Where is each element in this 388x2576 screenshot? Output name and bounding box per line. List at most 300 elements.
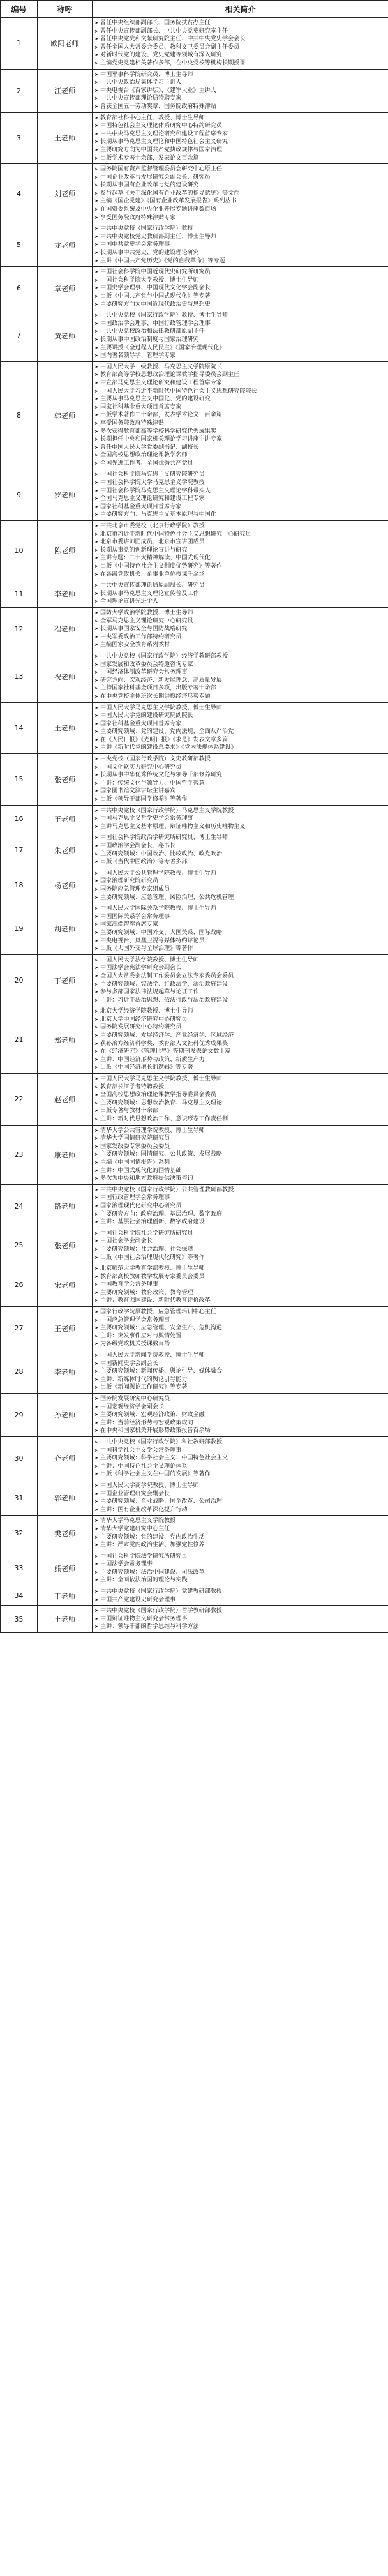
expert-bio	[93, 832, 388, 868]
expert-bio	[93, 1074, 388, 1126]
expert-bio	[93, 1228, 388, 1263]
row-number: 1	[1, 18, 38, 70]
bio-bullet-item: ➤ 清华大学党建研究中心主任	[95, 1525, 385, 1533]
bio-bullet-item: ➤ 主讲：中国式现代化的国情基础	[95, 1167, 385, 1175]
expert-name: 陈老师	[38, 521, 93, 580]
bio-bullet-item: ➤ 在《经济研究》《管理世界》等期刊发表论文数十篇	[95, 1048, 385, 1056]
table-row	[1, 164, 388, 223]
bio-bullet-item: ➤ 北京师范大学教育学部教授、博士生导师	[95, 1265, 385, 1273]
table-row	[1, 1436, 388, 1480]
expert-bio	[93, 805, 388, 832]
bio-bullet-item: ➤ 中国史学会理事、中国现代文化学会副会长	[95, 284, 385, 292]
bio-bullet-item: ➤ 中国经济体制改革研究会常务理事	[95, 668, 385, 677]
bio-bullet-item: ➤ 主要从事马克思主义中国化、党的建设研究	[95, 395, 385, 403]
bio-bullet-item: ➤ 国家高端智库首席专家	[95, 921, 385, 929]
table-row	[1, 1263, 388, 1307]
bio-bullet-item: ➤ 出版《中国经济增长的逻辑》等专著	[95, 1064, 385, 1072]
bio-bullet-item: ➤ 获孙冶方经济科学奖、教育部人文社科优秀成果奖	[95, 1040, 385, 1048]
bio-bullet-item: ➤ 曾获全国五一劳动奖章、国务院政府特殊津贴	[95, 103, 385, 111]
expert-name: 孙老师	[38, 1394, 93, 1437]
bio-bullet-item: ➤ 中国社会科学院法学研究所研究员	[95, 1553, 385, 1561]
bio-bullet-item: ➤ 主要研究领域：宪法学、行政法学、法治政府建设	[95, 981, 385, 989]
row-number: 3	[1, 112, 38, 164]
bio-bullet-item: ➤ 主要研究方向为中国共产党执政规律与国家治理	[95, 146, 385, 154]
row-number: 30	[1, 1436, 38, 1480]
bio-bullet-item: ➤ 中国国际关系学会常务理事	[95, 913, 385, 921]
bio-bullet-item: ➤ 主要研究领域：应急管理、安全生产、危机沟通	[95, 1324, 385, 1332]
bio-bullet-item: ➤ 中共中央宣传部理论局特聘专家	[95, 94, 385, 103]
bio-bullet-item: ➤ 中共中央党校（国家行政学院）哲学教研部教授	[95, 1607, 385, 1615]
expert-name: 祝老师	[38, 651, 93, 702]
bio-bullet-item: ➤ 北京市委讲师团成员、北京市宣讲团成员	[95, 538, 385, 546]
bio-bullet-item: ➤ 中共中央宣传部理论局原副局长、研究员	[95, 582, 385, 590]
row-number: 14	[1, 702, 38, 754]
expert-name: 龙老师	[38, 223, 93, 267]
bio-bullet-item: ➤ 享受国务院政府特殊津贴	[95, 419, 385, 428]
row-number: 34	[1, 1586, 38, 1606]
row-number: 25	[1, 1228, 38, 1263]
row-number: 8	[1, 361, 38, 469]
bio-bullet-item: ➤ 主讲：习近平法治思想、依法行政与法治政府建设	[95, 997, 385, 1005]
row-number: 22	[1, 1074, 38, 1126]
bio-bullet-item: ➤ 曾任全国人大常委会委员、教科文卫委员会副主任委员	[95, 43, 385, 52]
bio-bullet-item: ➤ 中共中央党校（国家行政学院）党建教研部教授	[95, 1588, 385, 1596]
bio-bullet-item: ➤ 中国行政管理学会常务理事	[95, 1194, 385, 1202]
bio-bullet-item: ➤ 中国社会科学院大学教授、博士生导师	[95, 276, 385, 285]
bio-bullet-item: ➤ 出版《中国共产党与中国式现代化》等专著	[95, 292, 385, 301]
expert-bio	[93, 1516, 388, 1551]
expert-bio	[93, 112, 388, 164]
bio-bullet-item: ➤ 主讲：当前经济形势与宏观政策取向	[95, 1419, 385, 1427]
expert-name: 郑老师	[38, 1006, 93, 1074]
row-number: 33	[1, 1551, 38, 1586]
bio-bullet-item: ➤ 主讲专题：二十大精神解读、中国式现代化	[95, 554, 385, 562]
bio-bullet-item: ➤ 中国中共党史学会常务理事	[95, 241, 385, 249]
bio-bullet-item: ➤ 主要研究领域：国情研究、公共政策、发展战略	[95, 1150, 385, 1159]
row-number: 21	[1, 1006, 38, 1074]
bio-bullet-item: ➤ 中国政治学会副会长、秘书长	[95, 842, 385, 850]
bio-bullet-item: ➤ 主讲：全面依法治国的理论与实践	[95, 1576, 385, 1585]
expert-name: 丁老师	[38, 954, 93, 1006]
bio-bullet-item: ➤ 主讲：严肃党内政治生活、加强党性修养	[95, 1541, 385, 1549]
expert-name: 王老师	[38, 702, 93, 754]
table-row	[1, 1125, 388, 1184]
bio-bullet-item: ➤ 中国应急管理学会常务理事	[95, 1316, 385, 1325]
bio-bullet-item: ➤ 主讲：新时代思想政治工作、意识形态工作责任制	[95, 1115, 385, 1124]
bio-bullet-item: ➤ 中国人民大学马克思主义学院教授、博士生导师	[95, 704, 385, 712]
bio-bullet-item: ➤ 全国先进工作者、全国优秀共产党员	[95, 460, 385, 468]
expert-name: 欧阳老师	[38, 18, 93, 70]
bio-bullet-item: ➤ 清华大学国情研究院研究员	[95, 1134, 385, 1143]
row-number: 31	[1, 1480, 38, 1515]
bio-bullet-item: ➤ 中央党校（国家行政学院）文史教研部教授	[95, 755, 385, 764]
expert-bio	[93, 1394, 388, 1437]
row-number: 4	[1, 164, 38, 223]
bio-bullet-item: ➤ 中国法学会常务理事	[95, 1560, 385, 1569]
row-number: 32	[1, 1516, 38, 1551]
table-row	[1, 954, 388, 1006]
table-row	[1, 310, 388, 362]
bio-bullet-item: ➤ 出版《中国特色社会主义制度优势研究》等著作	[95, 562, 385, 571]
bio-bullet-item: ➤ 在《人民日报》《光明日报》《求是》发表文章多篇	[95, 736, 385, 744]
bio-bullet-item: ➤ 中共中央党校（国家行政学院）公共管理教研部教授	[95, 1186, 385, 1194]
table-row	[1, 1586, 388, 1606]
bio-bullet-item: ➤ 中国科学社会主义学会常务理事	[95, 1447, 385, 1455]
bio-bullet-item: ➤ 在国资委系统及中央企业开展专题讲座数百场	[95, 206, 385, 214]
expert-name: 康老师	[38, 1125, 93, 1184]
row-number: 16	[1, 805, 38, 832]
row-number: 26	[1, 1263, 38, 1307]
bio-bullet-item: ➤ 多次获得教育部高等学校科学研究优秀成果奖	[95, 428, 385, 436]
expert-bio	[93, 469, 388, 521]
bio-bullet-item: ➤ 主要研究方向：马克思主义基本原理与中国化	[95, 511, 385, 519]
row-number: 28	[1, 1350, 38, 1394]
expert-name: 王老师	[38, 112, 93, 164]
bio-bullet-item: ➤ 对新时代党的建设、党史党建等领域有深入研究	[95, 51, 385, 59]
table-row	[1, 1184, 388, 1228]
expert-bio	[93, 69, 388, 112]
bio-bullet-item: ➤ 参与起草《关于深化国有企业改革的指导意见》等文件	[95, 190, 385, 198]
bio-bullet-item: ➤ 全国马克思主义理论研究和建设工程专家	[95, 495, 385, 503]
bio-bullet-item: ➤ 中国人民大学新闻学院教授、博士生导师	[95, 1352, 385, 1360]
bio-bullet-item: ➤ 长期从事马克思主义理论和中国特色社会主义研究	[95, 138, 385, 146]
bio-bullet-item: ➤ 中国法学会宪法学研究会副会长	[95, 964, 385, 972]
bio-bullet-item: ➤ 中国社会科学院社会学研究所研究员	[95, 1230, 385, 1238]
table-row	[1, 1228, 388, 1263]
expert-bio	[93, 223, 388, 267]
table-row	[1, 580, 388, 608]
expert-name: 张老师	[38, 754, 93, 806]
bio-bullet-item: ➤ 国家社科基金重大项目首席专家	[95, 720, 385, 728]
expert-name: 朱老师	[38, 832, 93, 868]
bio-bullet-item: ➤ 主要研究领域：宏观经济政策、财政金融	[95, 1411, 385, 1419]
bio-bullet-item: ➤ 中国人民大学公共管理学院教授、博士生导师	[95, 870, 385, 878]
bio-bullet-item: ➤ 中国人民大学党的建设研究院副院长	[95, 712, 385, 720]
bio-bullet-item: ➤ 中国社会科学院中国近现代史研究所研究员	[95, 268, 385, 276]
bio-bullet-item: ➤ 曾任中国人民大学党委副书记、副校长	[95, 444, 385, 452]
table-row	[1, 18, 388, 70]
bio-bullet-item: ➤ 中共中央党校（国家行政学院）科社教研部教授	[95, 1438, 385, 1447]
row-number: 10	[1, 521, 38, 580]
table-row	[1, 112, 388, 164]
bio-bullet-item: ➤ 中共中央政治局集体学习主讲人	[95, 79, 385, 87]
bio-bullet-item: ➤ 出版学术著作二十余部，发表学术论文三百余篇	[95, 411, 385, 419]
bio-bullet-item: ➤ 中共中央党校（国家行政学院）马克思主义学院教授	[95, 807, 385, 815]
expert-bio	[93, 1586, 388, 1606]
expert-bio	[93, 267, 388, 310]
expert-bio	[93, 1436, 388, 1480]
expert-name: 李老师	[38, 580, 93, 608]
table-row	[1, 1394, 388, 1437]
bio-bullet-item: ➤ 出版《科学社会主义在中国的发展》等著作	[95, 1470, 385, 1479]
bio-bullet-item: ➤ 主讲：国有企业改革深化提升行动	[95, 1506, 385, 1514]
bio-bullet-item: ➤ 主编国家安全教育系列教材	[95, 641, 385, 649]
bio-bullet-item: ➤ 教育部高等学校思想政治理论课教学指导委员会副主任	[95, 371, 385, 379]
bio-bullet-item: ➤ 为各级党政机关授课数百场	[95, 1340, 385, 1348]
bio-bullet-item: ➤ 主讲：基层社会治理创新、数字政府建设	[95, 1218, 385, 1226]
bio-bullet-item: ➤ 国家社科基金重大项目首席专家	[95, 503, 385, 511]
bio-bullet-item: ➤ 国家社科基金重大项目首席专家	[95, 403, 385, 412]
expert-bio	[93, 361, 388, 469]
bio-bullet-item: ➤ 主要研究领域：中国政治、比较政治、政党政治	[95, 850, 385, 859]
bio-bullet-item: ➤ 国家行政学院原教授、应急管理培训中心主任	[95, 1308, 385, 1316]
bio-bullet-item: ➤ 中国人民大学习近平新时代中国特色社会主义思想研究院院长	[95, 388, 385, 396]
expert-name: 李老师	[38, 1350, 93, 1394]
table-body	[1, 18, 388, 1633]
bio-bullet-item: ➤ 中国社会科学院大学马克思主义学院教授	[95, 479, 385, 487]
bio-bullet-item: ➤ 主讲：教育强国建设、新时代教育评价改革	[95, 1297, 385, 1305]
expert-name: 章老师	[38, 267, 93, 310]
bio-bullet-item: ➤ 主要研究领域：党的建设、党内法规、全面从严治党	[95, 728, 385, 736]
expert-bio	[93, 651, 388, 702]
bio-bullet-item: ➤ 出版专著与教材十余部	[95, 1107, 385, 1115]
table-row	[1, 521, 388, 580]
table-row	[1, 1074, 388, 1126]
bio-bullet-item: ➤ 主讲：领导干部的哲学思维与科学方法	[95, 1623, 385, 1631]
row-number: 20	[1, 954, 38, 1006]
expert-name: 黄老师	[38, 310, 93, 362]
expert-bio	[93, 310, 388, 362]
bio-bullet-item: ➤ 北京大学经济学院教授、博士生导师	[95, 1007, 385, 1016]
table-row	[1, 223, 388, 267]
expert-bio	[93, 1551, 388, 1586]
bio-bullet-item: ➤ 出版《新闻舆论工作研究》等专著	[95, 1383, 385, 1392]
expert-bio	[93, 607, 388, 651]
bio-bullet-item: ➤ 曾任中央宣传部副部长、中共中央党史研究室主任	[95, 27, 385, 36]
bio-bullet-item: ➤ 出版《当代中国政治》等专著多部	[95, 858, 385, 866]
bio-bullet-item: ➤ 长期从事国家安全与国防战略研究	[95, 625, 385, 633]
bio-bullet-item: ➤ 中国马克思主义哲学史学会常务理事	[95, 815, 385, 823]
bio-bullet-item: ➤ 主讲：中国特色社会主义理论体系	[95, 1463, 385, 1471]
bio-bullet-item: ➤ 长期从事马克思主义理论宣传普及工作	[95, 590, 385, 598]
bio-bullet-item: ➤ 曾任中央组织部副部长、国务院扶贫办主任	[95, 19, 385, 27]
bio-bullet-item: ➤ 中国共产党建设史研究会理事	[95, 1596, 385, 1604]
bio-bullet-item: ➤ 中国新闻史学会副会长	[95, 1360, 385, 1368]
expert-name: 路老师	[38, 1184, 93, 1228]
bio-bullet-item: ➤ 中国社会科学院马克思主义理论学科带头人	[95, 487, 385, 495]
bio-bullet-item: ➤ 国内著名领导学、管理学专家	[95, 352, 385, 360]
bio-bullet-item: ➤ 国务院国有资产监督管理委员会研究中心原主任	[95, 165, 385, 174]
bio-bullet-item: ➤ 中国人民大学马克思主义学院教授、博士生导师	[95, 1075, 385, 1083]
row-number: 24	[1, 1184, 38, 1228]
expert-name: 程老师	[38, 607, 93, 651]
expert-name: 宋老师	[38, 1263, 93, 1307]
bio-bullet-item: ➤ 中共中央党校（国家行政学院）教授	[95, 225, 385, 233]
bio-bullet-item: ➤ 中共中央党校政治和法律教研部原副主任	[95, 328, 385, 336]
expert-name: 王老师	[38, 1307, 93, 1350]
expert-name: 赵老师	[38, 1074, 93, 1126]
row-number: 23	[1, 1125, 38, 1184]
bio-bullet-item: ➤ 主要研究领域：科学社会主义、中国特色社会主义	[95, 1454, 385, 1463]
bio-bullet-item: ➤ 长期从事国有企业改革与党的建设研究	[95, 181, 385, 190]
table-row	[1, 1350, 388, 1394]
bio-bullet-item: ➤ 教育部社科中心主任、教授、博士生导师	[95, 114, 385, 123]
table-row	[1, 607, 388, 651]
bio-bullet-item: ➤ 中国军事科学院研究员、博士生导师	[95, 71, 385, 79]
expert-bio	[93, 954, 388, 1006]
bio-bullet-item: ➤ 全军马克思主义理论研究中心研究员	[95, 617, 385, 626]
bio-bullet-item: ➤ 国家发展和改革委员会特邀咨询专家	[95, 661, 385, 669]
bio-bullet-item: ➤ 中国企业改革与发展研究会副会长、研究员	[95, 174, 385, 182]
bio-bullet-item: ➤ 中共北京市委党校（北京行政学院）教授	[95, 522, 385, 531]
table-row	[1, 702, 388, 754]
table-row	[1, 1307, 388, 1350]
bio-bullet-item: ➤ 教育部高校教师教学发展专家委员会委员	[95, 1273, 385, 1281]
bio-bullet-item: ➤ 主要研究领域：法治中国建设、司法改革	[95, 1569, 385, 1577]
table-row	[1, 805, 388, 832]
bio-bullet-item: ➤ 北京大学中国经济研究中心研究员	[95, 1016, 385, 1024]
bio-bullet-item: ➤ 中共中央马克思主义理论研究和建设工程首席专家	[95, 130, 385, 139]
bio-bullet-item: ➤ 参与多部国家法律法规起草与论证工作	[95, 988, 385, 997]
bio-bullet-item: ➤ 中国企业管理研究会副会长	[95, 1490, 385, 1498]
bio-bullet-item: ➤ 中国人民大学国际关系学院教授、博士生导师	[95, 905, 385, 913]
bio-bullet-item: ➤ 主要研究领域：党的建设、党内政治生活	[95, 1533, 385, 1542]
expert-bio	[93, 702, 388, 754]
expert-name: 江老师	[38, 69, 93, 112]
expert-name: 樊老师	[38, 1516, 93, 1551]
table-row	[1, 69, 388, 112]
bio-bullet-item: ➤ 主编党史党建相关著作多部，在中央党校等机构长期授课	[95, 59, 385, 68]
row-number: 27	[1, 1307, 38, 1350]
table-row	[1, 1006, 388, 1074]
table-row	[1, 469, 388, 521]
expert-name: 王老师	[38, 805, 93, 832]
expert-bio	[93, 1184, 388, 1228]
bio-bullet-item: ➤ 中共中央党校（国家行政学院）教授、博士生导师	[95, 312, 385, 320]
expert-bio	[93, 521, 388, 580]
bio-bullet-item: ➤ 长期从事中共党史、党的建设理论研究	[95, 249, 385, 257]
bio-bullet-item: ➤ 国防大学政治学院教授、博士生导师	[95, 609, 385, 617]
bio-bullet-item: ➤ 清华大学马克思主义学院教授	[95, 1517, 385, 1525]
expert-bio	[93, 903, 388, 955]
header-name: 称呼	[38, 1, 93, 18]
bio-bullet-item: ➤ 出版《中国社会治理现代化研究》等著作	[95, 1254, 385, 1262]
bio-bullet-item: ➤ 享受国务院政府特殊津贴专家	[95, 214, 385, 222]
bio-bullet-item: ➤ 中共中央党校党史教研部副主任、博士生导师	[95, 233, 385, 241]
row-number: 29	[1, 1394, 38, 1437]
bio-bullet-item: ➤ 全国人大常委会法制工作委员会立法专家委员会委员	[95, 972, 385, 981]
expert-name: 熊老师	[38, 1551, 93, 1586]
bio-bullet-item: ➤ 中国人民大学商学院教授、博士生导师	[95, 1482, 385, 1490]
table-row	[1, 754, 388, 806]
expert-name: 郭老师	[38, 1480, 93, 1515]
row-number: 13	[1, 651, 38, 702]
bio-bullet-item: ➤ 主讲：中国经济形势与政策、新质生产力	[95, 1056, 385, 1064]
table-row	[1, 868, 388, 903]
row-number: 6	[1, 267, 38, 310]
bio-bullet-item: ➤ 长期从事党的创新理论宣讲与研究	[95, 546, 385, 555]
row-number: 15	[1, 754, 38, 806]
bio-bullet-item: ➤ 研究方向：宏观经济、新发展理念、高质量发展	[95, 677, 385, 685]
bio-bullet-item: ➤ 清华大学公共管理学院教授、博士生导师	[95, 1127, 385, 1135]
bio-bullet-item: ➤ 中宣部马克思主义理论研究和建设工程首席专家	[95, 379, 385, 388]
bio-bullet-item: ➤ 中国文化软实力研究中心研究员	[95, 764, 385, 772]
bio-bullet-item: ➤ 国家发改委专家委员会委员	[95, 1143, 385, 1151]
expert-bio	[93, 868, 388, 903]
header-bio: 相关简介	[93, 1, 388, 18]
row-number: 17	[1, 832, 38, 868]
bio-bullet-item: ➤ 中国社会科学院政治学研究所研究员、博士生导师	[95, 834, 385, 842]
bio-bullet-item: ➤ 主要研究领域：应急管理、风险治理、公共危机管理	[95, 894, 385, 902]
expert-bio	[93, 1006, 388, 1074]
bio-bullet-item: ➤ 曾任中央党史和文献研究院主任、中共中央党史学会会长	[95, 35, 385, 43]
bio-bullet-item: ➤ 北京市习近平新时代中国特色社会主义思想研究中心研究员	[95, 531, 385, 539]
row-number: 5	[1, 223, 38, 267]
bio-bullet-item: ➤ 中央电视台《百家讲坛》、《建军大业》主讲人	[95, 87, 385, 95]
bio-bullet-item: ➤ 主要讲授《全过程人民民主》《国家治理现代化》	[95, 344, 385, 352]
bio-bullet-item: ➤ 中共中央党校（国家行政学院）经济学教研部教授	[95, 652, 385, 661]
expert-name: 张老师	[38, 1228, 93, 1263]
expert-name: 王老师	[38, 1606, 93, 1633]
expert-name: 齐老师	[38, 1436, 93, 1480]
expert-bio	[93, 1350, 388, 1394]
expert-bio	[93, 1263, 388, 1307]
bio-bullet-item: ➤ 主要研究领域：企业战略、国企改革、公司治理	[95, 1498, 385, 1506]
row-number: 19	[1, 903, 38, 955]
bio-bullet-item: ➤ 国家治理研究院研究员	[95, 877, 385, 885]
bio-bullet-item: ➤ 主要研究方向为中国近现代政治史与思想史	[95, 301, 385, 309]
bio-bullet-item: ➤ 主讲：传统文化与领导力、中国哲学智慧	[95, 780, 385, 788]
row-number: 12	[1, 607, 38, 651]
bio-bullet-item: ➤ 中国人民大学一级教授、马克思主义学院原院长	[95, 363, 385, 372]
bio-bullet-item: ➤ 在中央党校主体班次长期讲授经济形势专题	[95, 693, 385, 701]
expert-bio	[93, 580, 388, 608]
bio-bullet-item: ➤ 主要研究领域：新闻传播、舆论引导、媒体融合	[95, 1367, 385, 1376]
bio-bullet-item: ➤ 中国社会科学院马克思主义研究院研究员	[95, 471, 385, 479]
bio-bullet-item: ➤ 主编《中国国情报告》系列	[95, 1159, 385, 1167]
table-row	[1, 267, 388, 310]
row-number: 7	[1, 310, 38, 362]
expert-name: 韩老师	[38, 361, 93, 469]
bio-bullet-item: ➤ 主讲《中国共产党历史》《党的自我革命》等专题	[95, 257, 385, 266]
table-row	[1, 832, 388, 868]
bio-bullet-item: ➤ 出版学术专著十余部，发表论文百余篇	[95, 154, 385, 163]
expert-bio	[93, 1480, 388, 1515]
table-header-row	[1, 1, 388, 18]
bio-bullet-item: ➤ 中国特色社会主义理论体系研究中心特约研究员	[95, 122, 385, 130]
row-number: 2	[1, 69, 38, 112]
bio-bullet-item: ➤ 出版《大国外交与全球治理》等著作	[95, 945, 385, 953]
table-row	[1, 903, 388, 955]
bio-bullet-item: ➤ 国务院发展研究中心研究员	[95, 1395, 385, 1403]
expert-name: 罗老师	[38, 469, 93, 521]
bio-bullet-item: ➤ 多次为中央和地方政府提供决策咨询	[95, 1175, 385, 1183]
header-number: 编号	[1, 1, 38, 18]
bio-bullet-item: ➤ 主讲：新媒体时代的舆论引导能力	[95, 1376, 385, 1384]
bio-bullet-item: ➤ 主持国家社科基金项目多项，出版专著十余部	[95, 684, 385, 693]
bio-bullet-item: ➤ 长期从事中国政治制度与国家治理研究	[95, 336, 385, 344]
bio-bullet-item: ➤ 长期担任中央和国家机关理论学习讲座主讲专家	[95, 435, 385, 444]
bio-bullet-item: ➤ 中国政治学会理事、中国行政管理学会理事	[95, 320, 385, 328]
bio-bullet-item: ➤ 在各级党政机关、企事业单位授课千余场	[95, 571, 385, 579]
bio-bullet-item: ➤ 中国教育学会常务理事	[95, 1281, 385, 1289]
bio-bullet-item: ➤ 教育部长江学者特聘教授	[95, 1083, 385, 1092]
bio-bullet-item: ➤ 主讲《新时代党的建设总要求》《党内法规体系建设》	[95, 744, 385, 752]
expert-bio	[93, 754, 388, 806]
bio-bullet-item: ➤ 主要研究方向：政府治理、基层治理、数字政府	[95, 1210, 385, 1219]
bio-bullet-item: ➤ 中国人民大学法学院教授、博士生导师	[95, 956, 385, 965]
bio-bullet-item: ➤ 国务院发展研究中心特约研究员	[95, 1023, 385, 1032]
bio-bullet-item: ➤ 长期从事中华优秀传统文化与领导干部修养研究	[95, 771, 385, 780]
table-row	[1, 651, 388, 702]
expert-name: 杨老师	[38, 868, 93, 903]
table-row	[1, 1480, 388, 1515]
bio-bullet-item: ➤ 全国高校思想政治理论课教学指导委员会委员	[95, 1091, 385, 1099]
bio-bullet-item: ➤ 中国宏观经济学会副会长	[95, 1403, 385, 1412]
table-row	[1, 1606, 388, 1633]
bio-bullet-item: ➤ 中国社会学会副会长	[95, 1237, 385, 1246]
expert-bio	[93, 1125, 388, 1184]
